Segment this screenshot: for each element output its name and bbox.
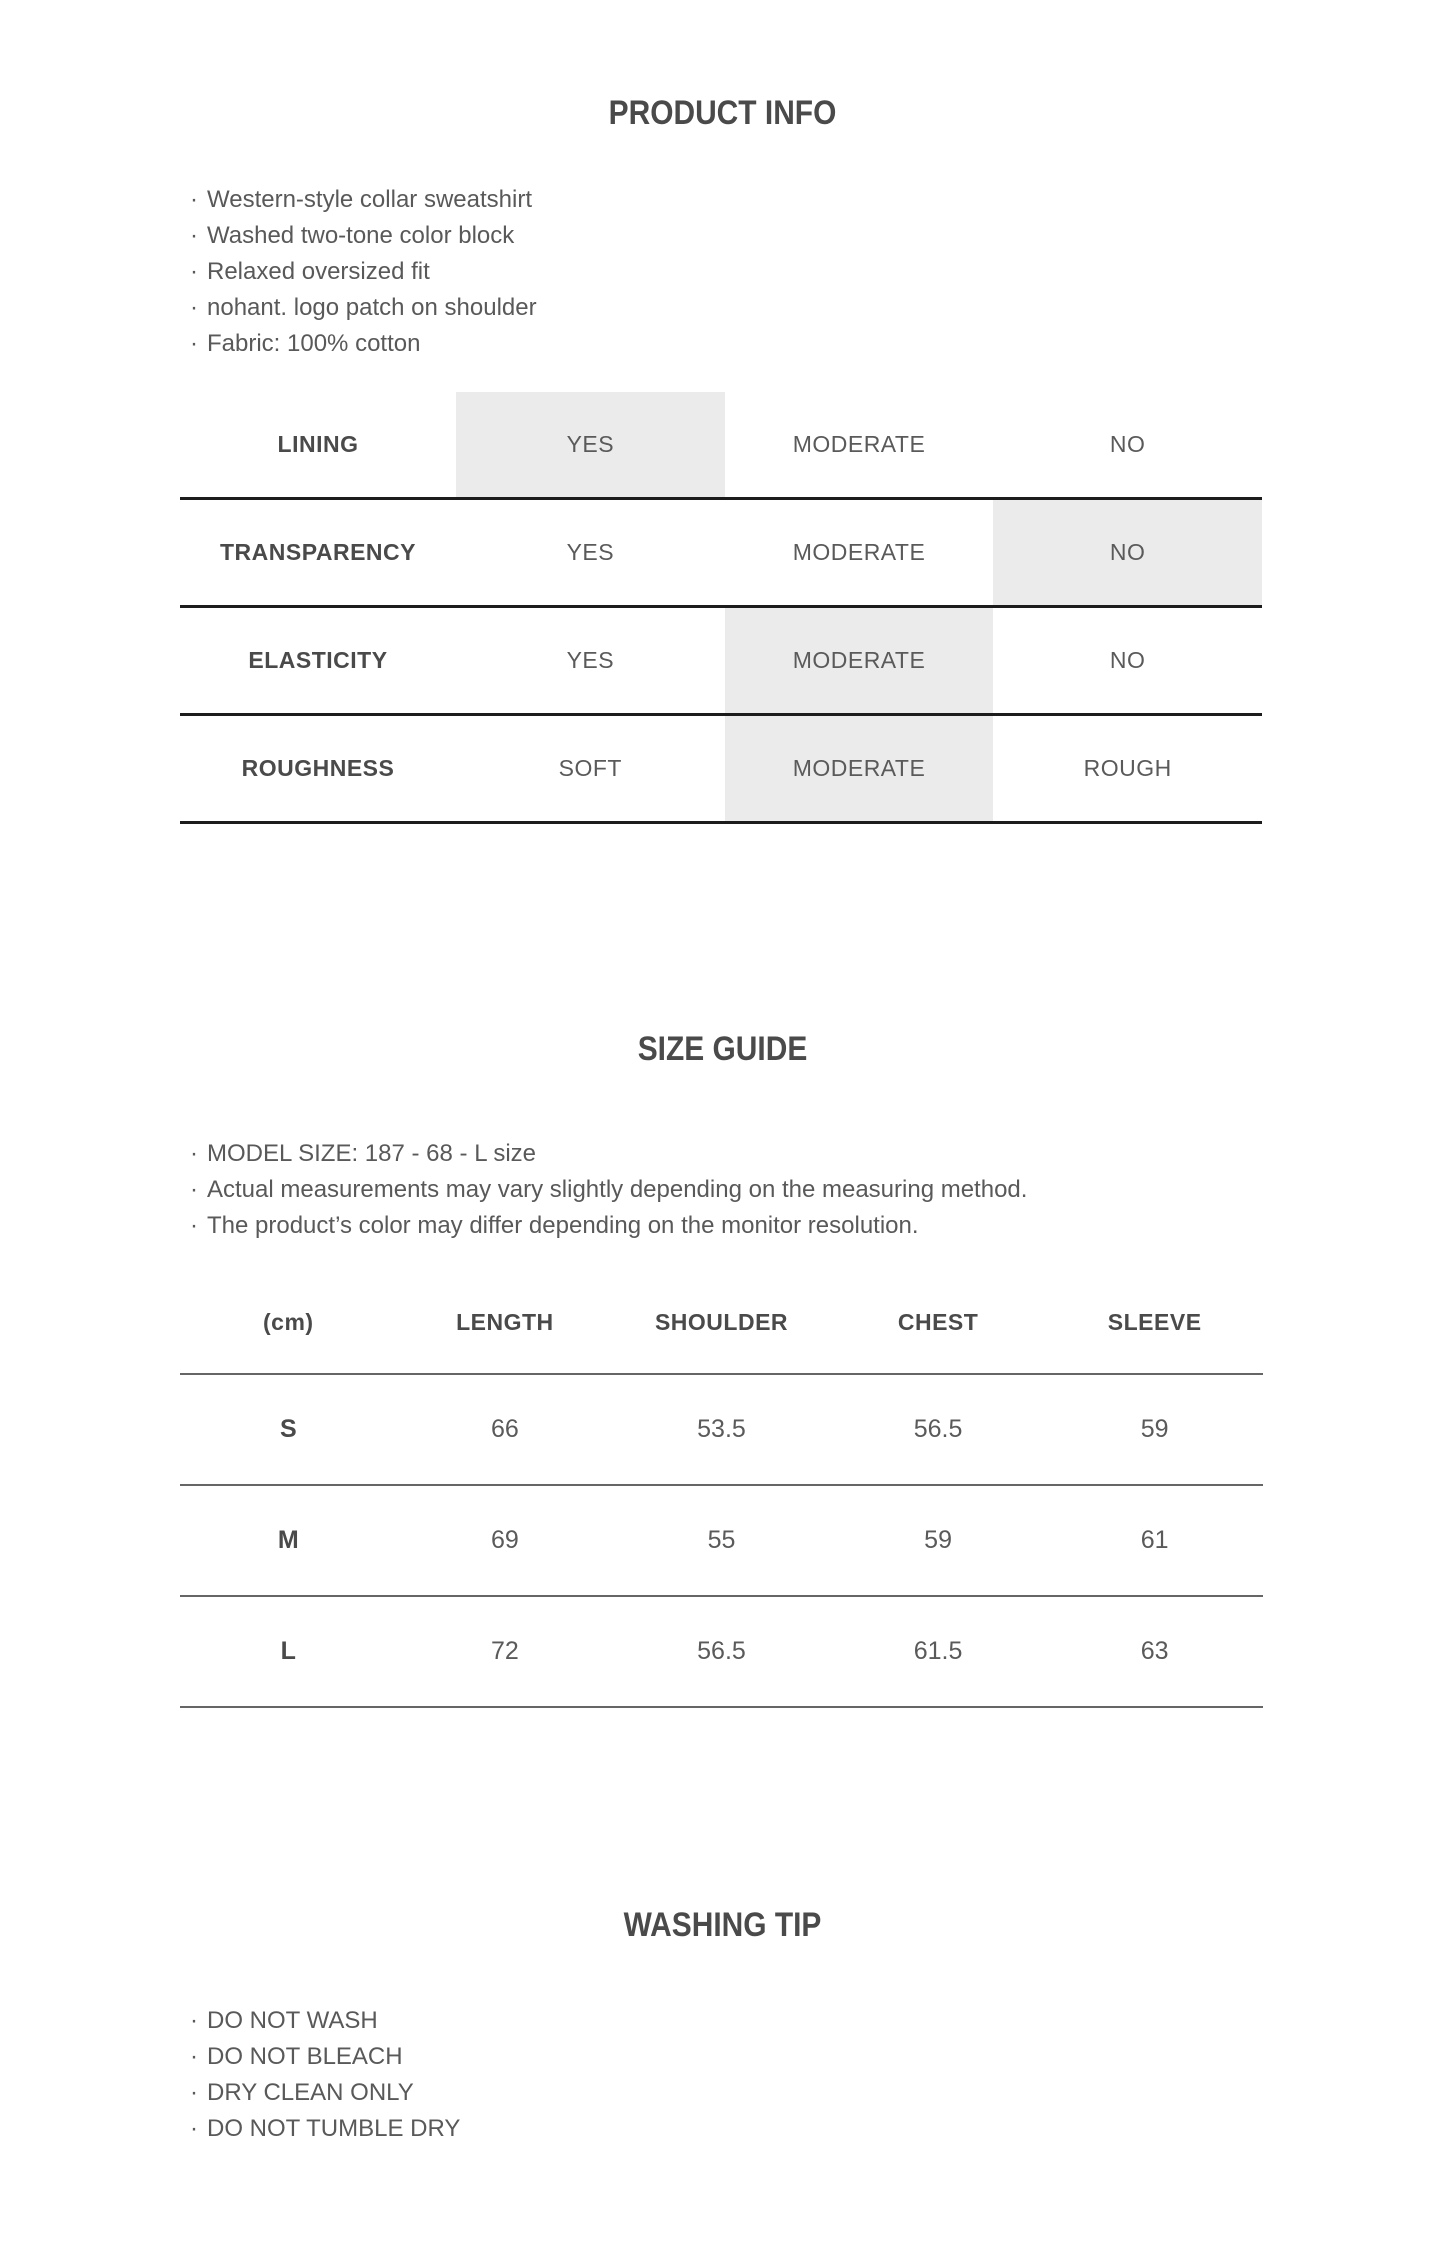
size-value: 55 [707,1526,736,1554]
bullet-item [190,182,537,218]
bullet-dot: · [190,222,198,249]
attribute-label: LINING [277,431,359,457]
washing-tip-bullet-list [190,2003,460,2147]
size-table-header: CHEST [897,1309,979,1335]
size-table-header: SHOULDER [654,1309,789,1335]
attribute-option: NO [1109,647,1146,673]
bullet-dot: · [190,1176,198,1203]
product-info-title: PRODUCT INFO [608,94,837,132]
bullet-item [190,290,537,326]
bullet-dot: · [190,2079,198,2106]
attribute-option: MODERATE [792,431,926,457]
attribute-option: MODERATE [792,539,926,565]
size-table-header-row [180,1272,1263,1375]
bullet-text: nohant. logo patch on shoulder [207,294,537,321]
size-value: 59 [924,1526,952,1554]
attribute-row-transparency [180,500,1262,608]
attribute-option: ROUGH [1083,755,1172,781]
washing-tip-title: WASHING TIP [623,1906,822,1944]
size-label: S [279,1415,297,1443]
product-info-bullet-list [190,182,537,362]
attribute-row-roughness [180,716,1262,824]
bullet-text: DO NOT WASH [207,2007,378,2034]
attribute-option: SOFT [558,755,622,781]
size-label: L [280,1637,296,1665]
attribute-option: YES [566,539,615,565]
size-value: 56.5 [697,1637,746,1665]
bullet-text: DRY CLEAN ONLY [207,2079,414,2106]
size-value: 59 [1140,1415,1169,1443]
size-value: 72 [490,1637,519,1665]
attribute-label: TRANSPARENCY [220,539,416,565]
bullet-text: Actual measurements may vary slightly depending on the measuring method. [207,1176,1028,1203]
bullet-text: Fabric: 100% cotton [207,330,421,357]
attribute-option: YES [456,392,725,497]
bullet-item [190,326,537,362]
bullet-dot: · [190,2115,198,2142]
bullet-text: DO NOT BLEACH [207,2043,403,2070]
size-table-row-s [180,1375,1263,1486]
bullet-item [190,254,537,290]
bullet-item [190,1136,1027,1172]
bullet-item [190,2075,460,2111]
size-guide-title: SIZE GUIDE [637,1030,808,1068]
size-value: 61 [1140,1526,1169,1554]
size-table-row-l [180,1597,1263,1708]
bullet-text: MODEL SIZE: 187 - 68 - L size [207,1140,537,1167]
bullet-text: Western-style collar sweatshirt [207,186,532,213]
size-label: M [277,1526,299,1554]
bullet-item [190,2039,460,2075]
size-guide-table [180,1272,1263,1708]
bullet-dot: · [190,186,198,213]
size-value: 56.5 [913,1415,963,1443]
attribute-row-elasticity [180,608,1262,716]
size-value: 69 [490,1526,519,1554]
size-value: 61.5 [913,1637,963,1665]
size-value: 66 [490,1415,519,1443]
attribute-option: YES [566,647,615,673]
attribute-label: ELASTICITY [248,647,388,673]
size-table-row-m [180,1486,1263,1597]
product-attribute-table [180,392,1262,824]
bullet-dot: · [190,1140,198,1167]
size-table-header: SLEEVE [1107,1309,1202,1335]
attribute-label: ROUGHNESS [241,755,395,781]
bullet-dot: · [190,2043,198,2070]
bullet-item [190,218,537,254]
bullet-text: Washed two-tone color block [207,222,515,249]
attribute-row-lining [180,392,1262,500]
size-value: 53.5 [697,1415,746,1443]
bullet-text: Relaxed oversized fit [207,258,430,285]
bullet-item [190,1172,1027,1208]
bullet-dot: · [190,330,198,357]
size-value: 63 [1140,1637,1169,1665]
attribute-option: NO [1109,431,1146,457]
attribute-option: NO [993,500,1262,605]
bullet-item [190,1208,1027,1244]
bullet-dot: · [190,2007,198,2034]
size-table-unit-header: (cm) [263,1309,314,1335]
size-guide-bullet-list [190,1136,1027,1244]
bullet-dot: · [190,1212,198,1239]
bullet-item [190,2003,460,2039]
bullet-dot: · [190,294,198,321]
bullet-text: The product’s color may differ depending on the monitor resolution. [207,1212,919,1239]
bullet-dot: · [190,258,198,285]
size-table-header: LENGTH [456,1309,554,1335]
attribute-option: MODERATE [725,716,994,821]
attribute-option: MODERATE [725,608,994,713]
bullet-text: DO NOT TUMBLE DRY [207,2115,461,2142]
bullet-item [190,2111,460,2147]
